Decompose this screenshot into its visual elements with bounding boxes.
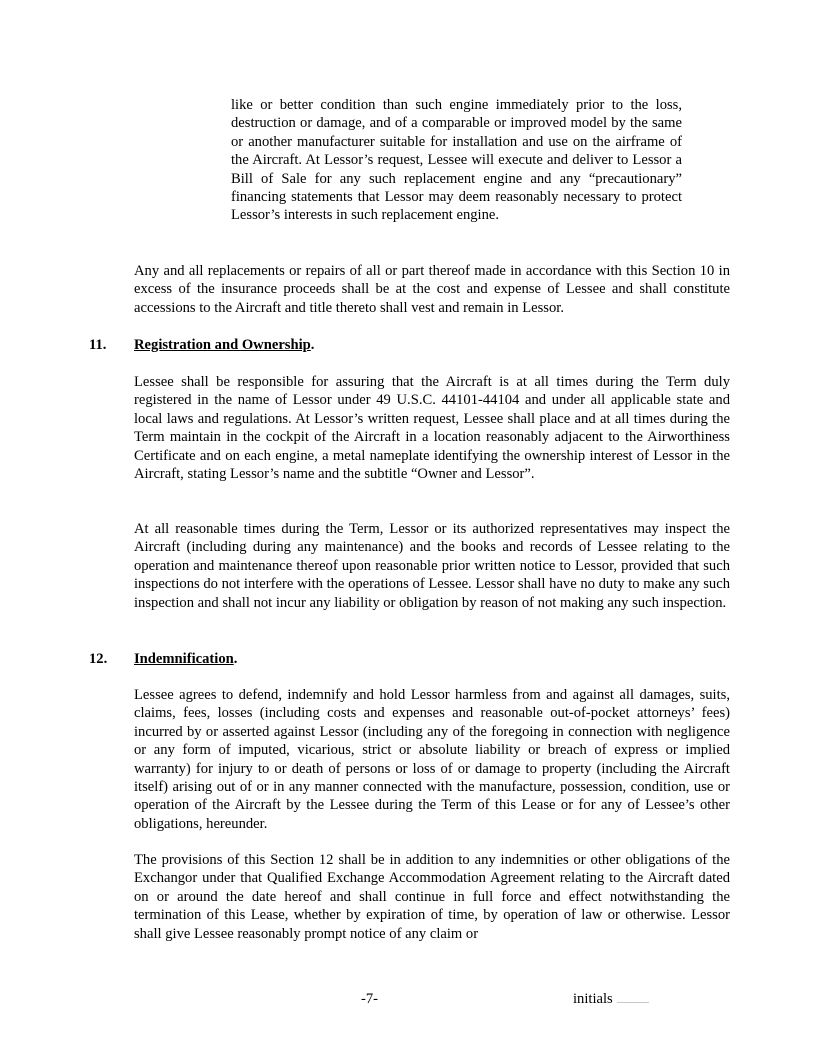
section-title-suffix: . bbox=[233, 651, 238, 667]
initials-label: initials bbox=[573, 991, 613, 1007]
section-11-paragraph-1: Lessee shall be responsible for assuring that the Aircraft is at all times during the Term duly registered in the name of Lessor under 49 U.S.C. 44101-44104 and under all applicable state and local laws and regulations. At Lessor’s written request, Lessee shall place and at all times during the Term maintain in the cockpit of the Aircraft in a location reasonably adjacent to the Airworthiness Certificate and on each engine, a metal nameplate identifying the ownership interest of Lessor in the Aircraft, stating Lessor’s name and the subtitle “Owner and Lessor”. bbox=[134, 374, 730, 483]
continuation-paragraph: like or better condition than such engine immediately prior to the loss, destruction or damage, and of a comparable or improved model by the same or another manufacturer suitable for installation and use on the airframe of the Aircraft. At Lessor’s request, Lessee will execute and deliver to Lessor a Bill of Sale for any such replacement engine and any “precautionary” financing statements that Lessor may deem reasonably necessary to protect Lessor’s interests in such replacement engine. bbox=[231, 97, 682, 224]
section-11-paragraph-2: At all reasonable times during the Term, Lessor or its authorized representatives may inspect the Aircraft (including during any maintenance) and the books and records of Lessee relating to the operation and maintenance thereof upon reasonable prior written notice to Lessor, provided that such inspections do not interfere with the operations of Lessee. Lessor shall have no duty to make any such inspection and shall not incur any liability or obligation by reason of not making any such inspection. bbox=[134, 521, 730, 611]
section-number: 12. bbox=[89, 651, 108, 667]
initials-field bbox=[573, 990, 649, 1008]
page-number: -7- bbox=[361, 991, 379, 1007]
section-title-text: Registration and Ownership bbox=[134, 337, 311, 353]
section-title-text: Indemnification bbox=[134, 651, 234, 667]
section-number: 11. bbox=[89, 337, 107, 353]
section-title bbox=[134, 650, 237, 668]
section-title-suffix: . bbox=[310, 337, 315, 353]
section-title bbox=[134, 336, 314, 354]
replacements-paragraph: Any and all replacements or repairs of all or part thereof made in accordance with this Section 10 in excess of the insurance proceeds shall be at the cost and expense of Lessee and shall constitute accessions to the Aircraft and title thereto shall vest and remain in Lessor. bbox=[134, 263, 730, 316]
section-12-paragraph-1: Lessee agrees to defend, indemnify and hold Lessor harmless from and against all damages, suits, claims, fees, losses (including costs and expenses and reasonable out-of-pocket attorneys’ fees) incurred by or asserted against Lessor (including any of the foregoing in connection with negligence or any form of imputed, vicarious, strict or absolute liability or breach of express or implied warranty) for injury to or death of persons or loss of or damage to property (including the Aircraft itself) arising out of or in any manner connected with the manufacture, possession, condition, use or operation of the Aircraft by the Lessee during the Term of this Lease or for any of Lessee’s other obligations, hereunder. bbox=[134, 687, 730, 832]
section-12-paragraph-2: The provisions of this Section 12 shall be in addition to any indemnities or other obligations of the Exchangor under that Qualified Exchange Accommodation Agreement relating to the Aircraft dated on or around the date hereof and shall continue in full force and effect notwithstanding the termination of this Lease, whether by expiration of time, by operation of law or otherwise. Lessor shall give Lessee reasonably prompt notice of any claim or bbox=[134, 852, 730, 942]
initials-blank-line bbox=[617, 990, 649, 1003]
